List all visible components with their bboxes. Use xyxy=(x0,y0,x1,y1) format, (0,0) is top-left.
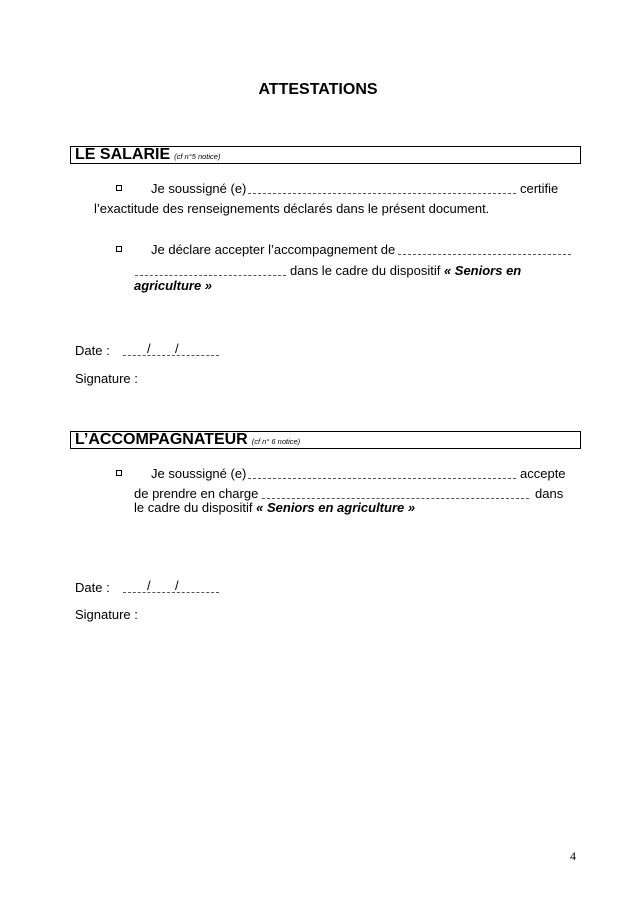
accompagnateur-salarie-fill-line[interactable] xyxy=(262,498,529,499)
accompagnateur-item1-line3: le cadre du dispositif « Seniors en agriculture » xyxy=(134,500,416,515)
checkbox-bullet-icon xyxy=(116,185,122,191)
salarie-date-sep-1: / xyxy=(147,341,151,356)
section-accompagnateur-note: (cf n° 6 notice) xyxy=(251,437,301,446)
page-title: ATTESTATIONS xyxy=(258,81,378,98)
salarie-item2-lead: Je déclare accepter l’accompagnement de xyxy=(151,242,396,257)
checkbox-bullet-icon xyxy=(116,470,122,476)
salarie-item1-lead: Je soussigné (e) xyxy=(151,181,247,196)
salarie-item1-end: certifie xyxy=(520,181,559,196)
accompagnateur-item1-end: accepte xyxy=(520,466,566,481)
salarie-date-field[interactable] xyxy=(123,355,219,356)
section-salarie-title: LE SALARIE xyxy=(75,146,171,163)
page-number: 4 xyxy=(570,849,576,863)
accompagnateur-item1-lead: Je soussigné (e) xyxy=(151,466,247,481)
salarie-item2-emph-a: « Seniors en xyxy=(443,263,522,278)
salarie-name-fill-line[interactable] xyxy=(248,193,516,194)
accompagnateur-date-sep-1: / xyxy=(147,578,151,593)
salarie-signature-label: Signature : xyxy=(75,371,138,386)
accompagnateur-item1-emph: « Seniors en agriculture » xyxy=(256,500,416,515)
accompagnateur-signature-label: Signature : xyxy=(75,607,138,622)
salarie-item2-mid: dans le cadre du dispositif « Seniors en xyxy=(290,263,522,278)
salarie-accompagnateur-fill-line-2[interactable] xyxy=(135,275,286,276)
accompagnateur-item1-line2-end: dans xyxy=(535,486,564,501)
accompagnateur-item1-line2: de prendre en charge xyxy=(134,486,259,501)
accompagnateur-name-fill-line[interactable] xyxy=(248,478,516,479)
accompagnateur-date-field[interactable] xyxy=(123,592,219,593)
accompagnateur-date-label: Date : xyxy=(75,580,110,595)
section-salarie-header xyxy=(70,146,581,164)
section-accompagnateur-header xyxy=(70,431,581,449)
salarie-accompagnateur-fill-line-1[interactable] xyxy=(398,254,571,255)
checkbox-bullet-icon xyxy=(116,246,122,252)
salarie-date-label: Date : xyxy=(75,343,110,358)
salarie-item2-emph-b: agriculture » xyxy=(134,278,213,293)
salarie-item1-line2: l’exactitude des renseignements déclarés dans le présent document. xyxy=(94,201,490,216)
accompagnateur-date-sep-2: / xyxy=(175,578,179,593)
section-salarie-note: (cf n°5 notice) xyxy=(174,152,221,161)
section-accompagnateur-title: L’ACCOMPAGNATEUR xyxy=(75,431,248,448)
salarie-date-sep-2: / xyxy=(175,341,179,356)
